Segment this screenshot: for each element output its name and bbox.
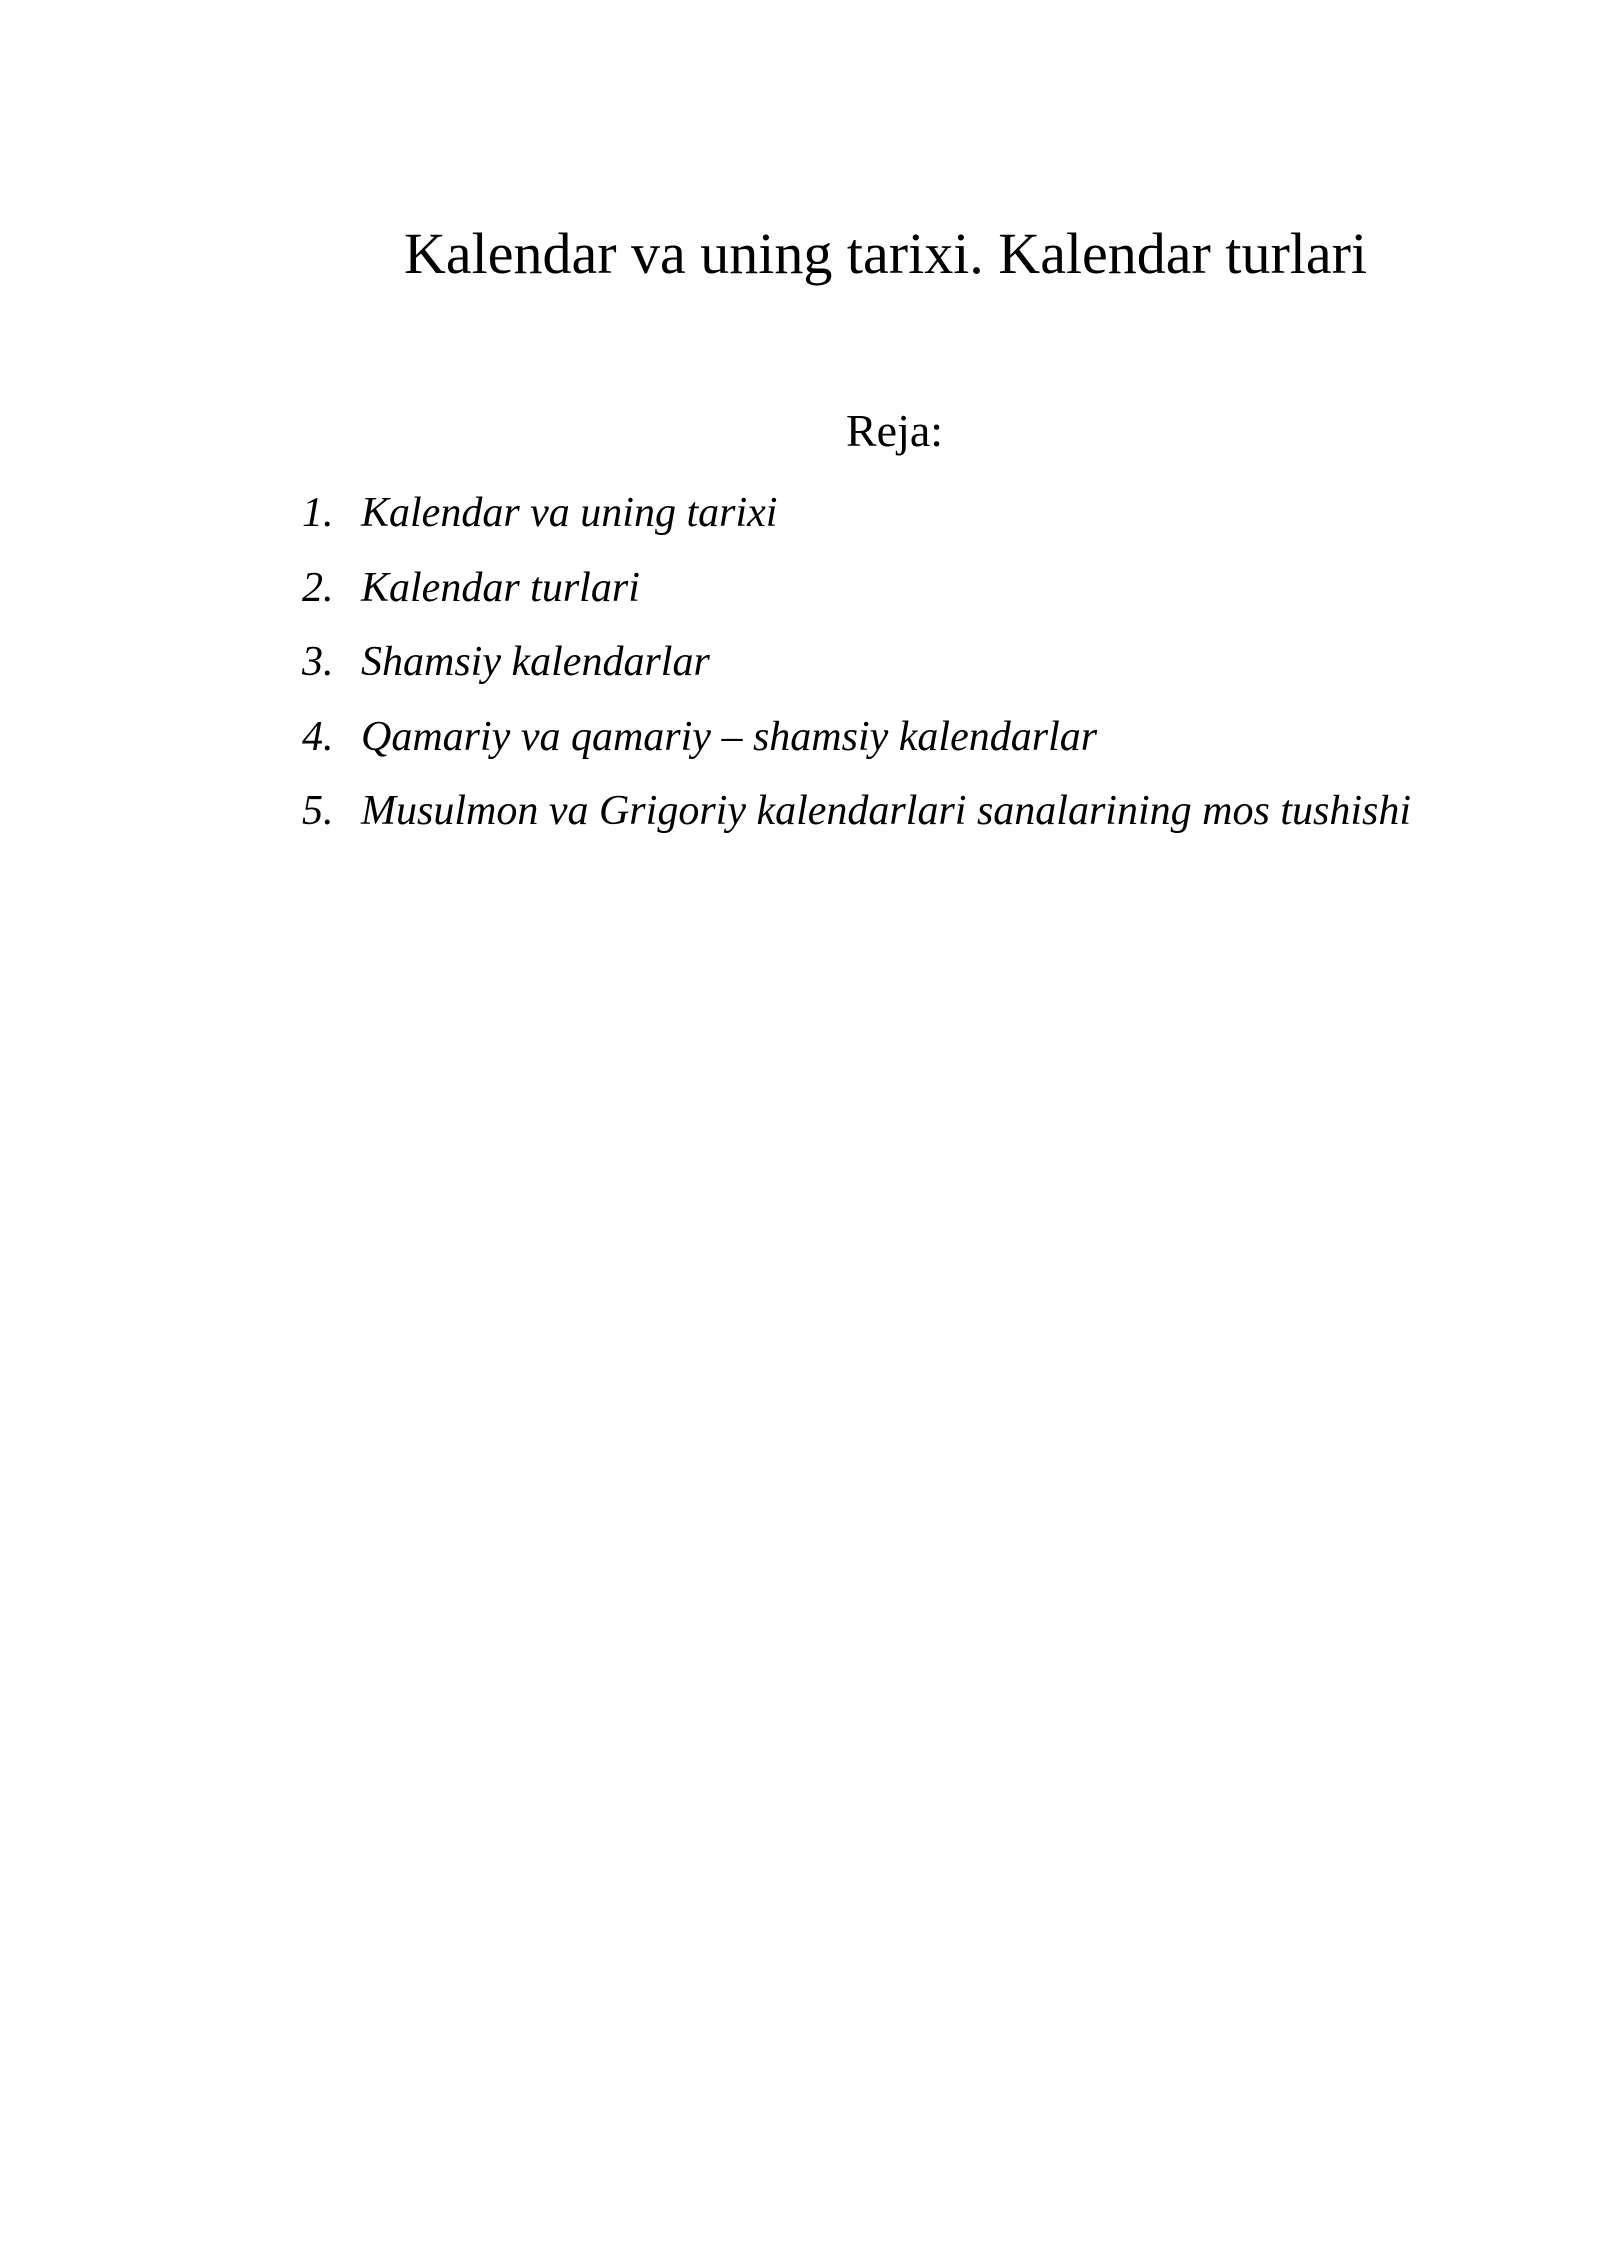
plan-item-text: Musulmon va Grigoriy kalendarlari sanalarining mos tushishi [361,788,1412,834]
plan-item-number: 1. [302,490,334,536]
plan-item-5 [0,783,1600,858]
plan-item-text: Qamariy va qamariy – shamsiy kalendarlar [361,713,1098,760]
plan-heading: Reja: [846,405,944,456]
plan-item-number: 2. [302,564,334,611]
plan-item-2 [0,560,1600,635]
plan-item-number: 4. [302,713,334,760]
plan-item-number: 5. [302,788,334,834]
document-title: Kalendar va uning tarixi. Kalendar turlari [404,221,1368,286]
plan-item-4 [0,709,1600,784]
plan-item-number: 3. [302,639,334,685]
plan-list [0,485,1600,858]
plan-item-1 [0,485,1600,560]
plan-item-text: Kalendar turlari [361,564,640,611]
plan-item-text: Shamsiy kalendarlar [361,639,710,685]
plan-item-3 [0,634,1600,709]
plan-item-text: Kalendar va uning tarixi [361,490,778,536]
